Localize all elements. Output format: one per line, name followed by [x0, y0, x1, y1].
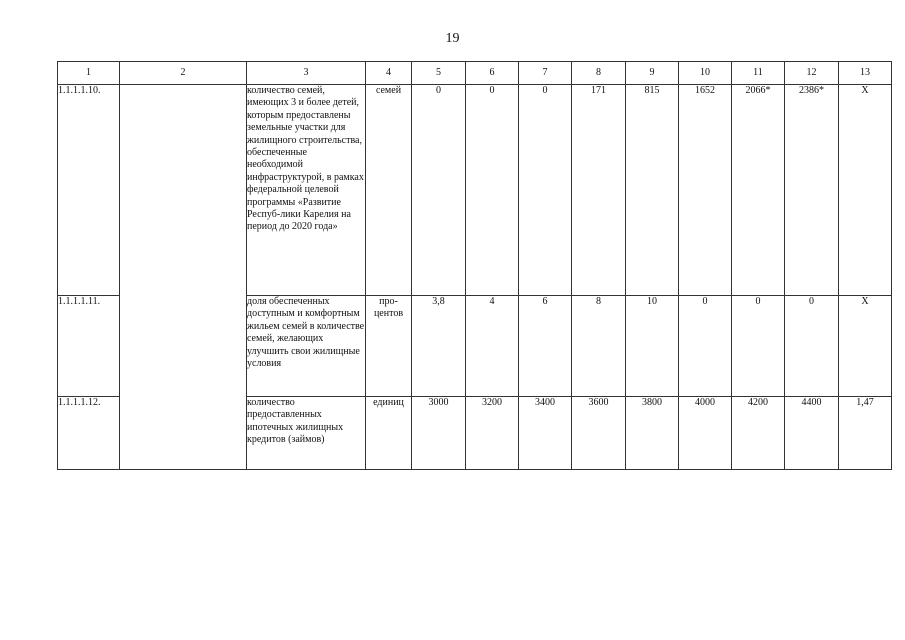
value-cell: 8: [572, 296, 626, 397]
table-row: [58, 85, 892, 296]
value-cell: 0: [785, 296, 839, 397]
column-header: 2: [120, 62, 247, 85]
indicator-name: количество семей, имеющих 3 и более детей, которым предоставлены земельные участки для жилищного строительства, обеспеченные необходимой инфраструктурой, в рамках федеральной целевой программы «Развитие Респуб-лики Карелия на период до 2020 года»: [247, 85, 366, 296]
value-cell: 10: [626, 296, 679, 397]
value-cell: 815: [626, 85, 679, 296]
column-header: 11: [732, 62, 785, 85]
indicator-code: 1.1.1.1.11.: [58, 296, 120, 397]
value-cell: 4400: [785, 397, 839, 470]
unit-cell: про-центов: [366, 296, 412, 397]
column-header: 4: [366, 62, 412, 85]
value-cell: 0: [679, 296, 732, 397]
value-cell: 171: [572, 85, 626, 296]
value-cell: 0: [732, 296, 785, 397]
column-header: 7: [519, 62, 572, 85]
value-cell: 6: [519, 296, 572, 397]
value-cell: 1,47: [839, 397, 892, 470]
value-cell: 4000: [679, 397, 732, 470]
page-number: 19: [445, 31, 460, 46]
value-cell: 3,8: [412, 296, 466, 397]
column-header: 8: [572, 62, 626, 85]
empty-cell: [120, 85, 247, 470]
indicator-code: 1.1.1.1.10.: [58, 85, 120, 296]
column-header: 1: [58, 62, 120, 85]
value-cell: 0: [519, 85, 572, 296]
value-cell: 3800: [626, 397, 679, 470]
value-cell: 2386*: [785, 85, 839, 296]
column-header: 5: [412, 62, 466, 85]
column-header: 6: [466, 62, 519, 85]
unit-cell: семей: [366, 85, 412, 296]
value-cell: 0: [412, 85, 466, 296]
column-header: 10: [679, 62, 732, 85]
value-cell: 4: [466, 296, 519, 397]
column-header: 3: [247, 62, 366, 85]
column-header: 9: [626, 62, 679, 85]
indicators-table: [57, 61, 892, 470]
value-cell: 0: [466, 85, 519, 296]
value-cell: 1652: [679, 85, 732, 296]
value-cell: 2066*: [732, 85, 785, 296]
column-header: 13: [839, 62, 892, 85]
value-cell: Х: [839, 85, 892, 296]
value-cell: 3200: [466, 397, 519, 470]
unit-cell: единиц: [366, 397, 412, 470]
value-cell: Х: [839, 296, 892, 397]
table-header-row: [58, 62, 892, 85]
indicator-name: доля обеспеченных доступным и комфортным жильем семей в количестве семей, желающих улучшить свои жилищные условия: [247, 296, 366, 397]
column-header: 12: [785, 62, 839, 85]
value-cell: 4200: [732, 397, 785, 470]
value-cell: 3000: [412, 397, 466, 470]
value-cell: 3600: [572, 397, 626, 470]
value-cell: 3400: [519, 397, 572, 470]
indicator-code: 1.1.1.1.12.: [58, 397, 120, 470]
indicator-name: количество предоставленных ипотечных жилищных кредитов (займов): [247, 397, 366, 470]
